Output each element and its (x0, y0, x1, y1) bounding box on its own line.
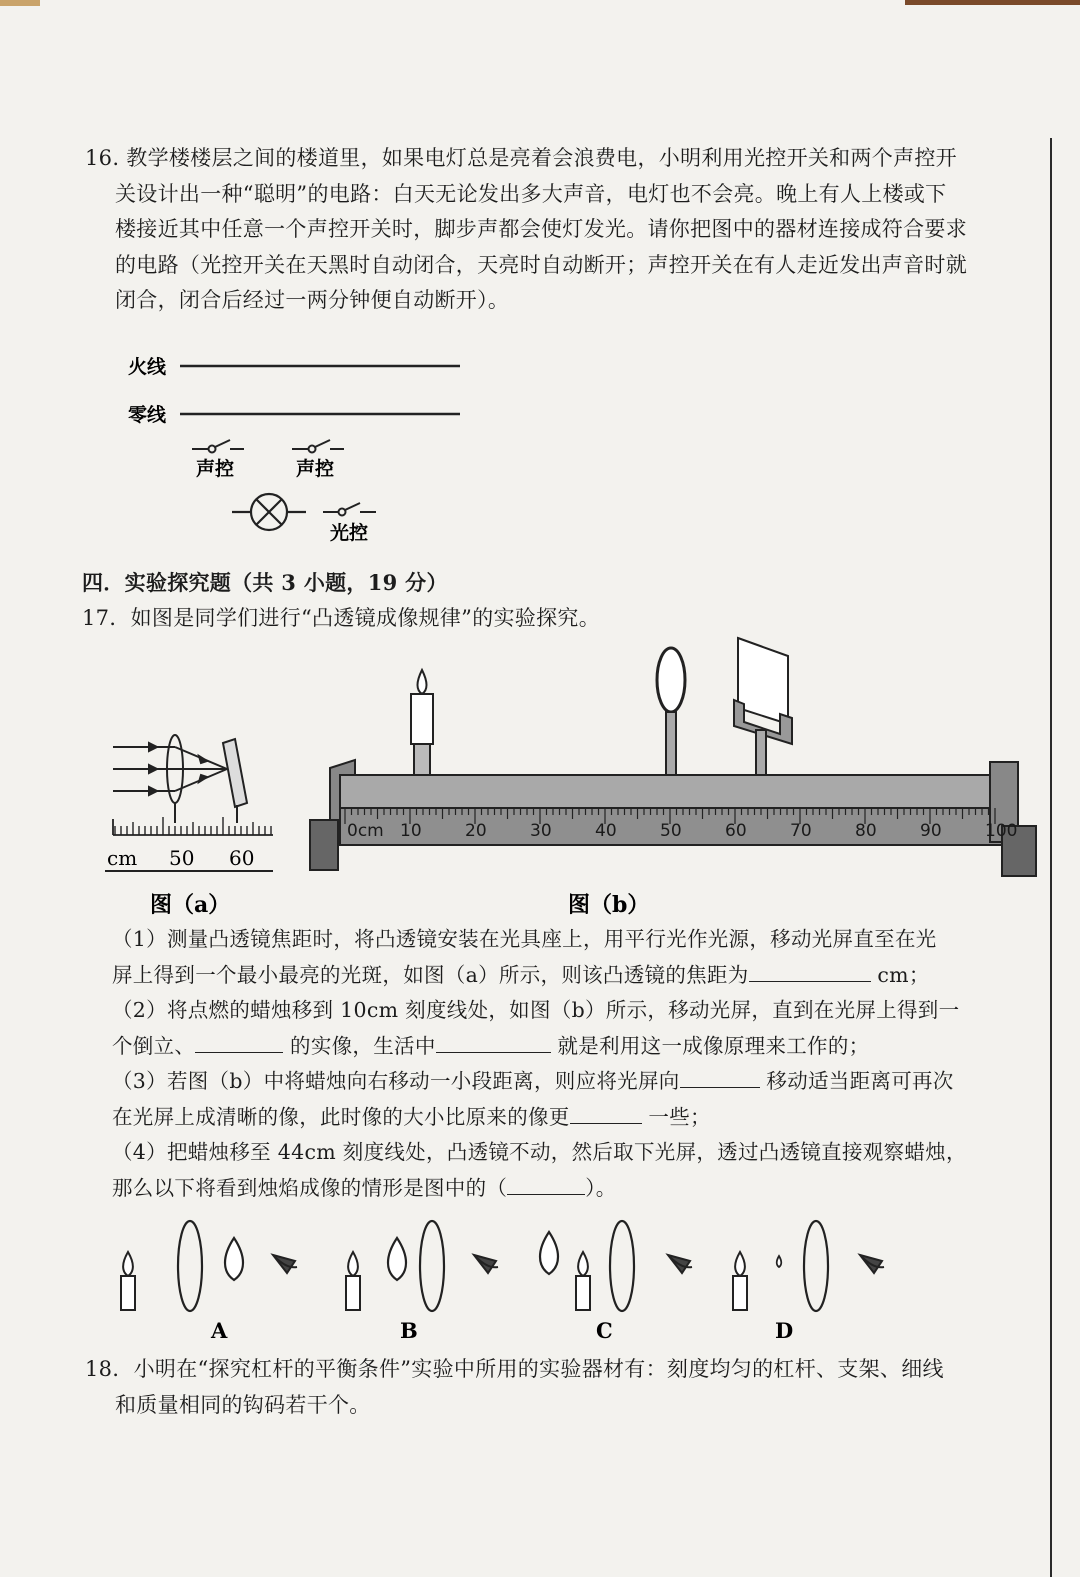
neutral-wire-label: 零线 (128, 404, 167, 426)
q17-intro: 17．如图是同学们进行“凸透镜成像规律”的实验探究。 (82, 606, 600, 630)
scale-label: 80 (855, 821, 877, 841)
scale-label: 20 (465, 821, 487, 841)
answer-options (108, 1210, 908, 1345)
figure-a-caption: 图（a） (150, 892, 231, 918)
q16-line: 的电路（光控开关在天黑时自动闭合，天亮时自动断开；声控开关在有人走近发出声音时就 (115, 252, 967, 277)
scale-label: 10 (400, 821, 422, 841)
p2-line1: （2）将点燃的蜡烛移到 10cm 刻度线处，如图（b）所示，移动光屏，直到在光屏上得到一 (112, 998, 960, 1022)
light-screen (734, 638, 792, 796)
figure-a (105, 705, 285, 920)
scale-label: 100 (985, 821, 1018, 841)
p1-unit: cm； (870, 962, 930, 987)
answer-blank-choice[interactable] (507, 1172, 585, 1195)
p2-part2: 的实像，生活中 (283, 1033, 436, 1058)
p4-line1: （4）把蜡烛移至 44cm 刻度线处，凸透镜不动，然后取下光屏，透过凸透镜直接观察蜡烛， (112, 1140, 967, 1164)
answer-blank-image-change[interactable] (570, 1101, 642, 1124)
p3-part1: （3）若图（b）中将蜡烛向右移动一小段距离，则应将光屏向 (112, 1069, 680, 1093)
p2-part1: 个倒立、 (112, 1033, 196, 1058)
q16-line: 16. 教学楼楼层之间的楼道里，如果电灯总是亮着会浪费电，小明利用光控开关和两个声控开 (85, 146, 957, 170)
p2-part3: 就是利用这一成像原理来工作的； (550, 1033, 870, 1058)
sound-switch-2-label: 声控 (296, 458, 335, 480)
option-label-c: C (596, 1318, 613, 1343)
option-label-d: D (775, 1318, 794, 1343)
scale-label: 50 (660, 821, 682, 841)
p1-line2: 屏上得到一个最小最亮的光斑，如图（a）所示，则该凸透镜的焦距为 (112, 962, 749, 987)
sound-switch-1-label: 声控 (196, 458, 235, 480)
q18-line2: 和质量相同的钩码若干个。 (115, 1392, 371, 1417)
answer-blank-image-size[interactable] (195, 1030, 283, 1053)
ruler-label-60: 60 (229, 846, 255, 870)
scan-edge-mark (0, 0, 40, 6)
scale-label: 30 (530, 821, 552, 841)
option-a[interactable] (121, 1221, 297, 1343)
question-16 (85, 141, 1035, 319)
option-label-a: A (211, 1318, 228, 1343)
p4-part2: ）。 (585, 1175, 617, 1200)
light-switch (323, 503, 376, 516)
p1-line1: （1）测量凸透镜焦距时，将凸透镜安装在光具座上，用平行光作光源，移动光屏直至在光 (112, 927, 937, 951)
page-border (1050, 138, 1052, 1577)
scan-edge-mark (905, 0, 1080, 5)
option-b[interactable] (346, 1221, 498, 1343)
lamp-icon (232, 494, 306, 530)
answer-blank-device[interactable] (436, 1030, 551, 1053)
ruler-unit: cm (107, 846, 138, 870)
scale-label: 0cm (347, 821, 384, 841)
answer-blank-focal-length[interactable] (749, 959, 871, 982)
figure-b (300, 630, 1045, 925)
p3-part4: 一些； (641, 1104, 711, 1129)
figure-b-caption: 图（b） (568, 892, 650, 918)
scale-label: 40 (595, 821, 617, 841)
scale-label: 70 (790, 821, 812, 841)
ruler-ticks (115, 817, 271, 835)
parallel-rays (113, 743, 227, 795)
question-18 (85, 1352, 1035, 1423)
section-heading: 四．实验探究题（共 3 小题，19 分） (82, 570, 448, 595)
option-label-b: B (400, 1318, 418, 1343)
answer-blank-direction[interactable] (680, 1065, 760, 1088)
q16-line: 关设计出一种“聪明”的电路：白天无论发出多大声音，电灯也不会亮。晚上有人上楼或下 (115, 181, 947, 206)
scale-label: 60 (725, 821, 747, 841)
q17-subquestions (112, 922, 1042, 1206)
optical-bench (310, 760, 1036, 876)
q16-line: 楼接近其中任意一个声控开关时，脚步声都会使灯发光。请你把图中的器材连接成符合要求 (115, 217, 967, 241)
p3-part3: 在光屏上成清晰的像，此时像的大小比原来的像更 (112, 1104, 570, 1129)
option-d[interactable] (733, 1221, 884, 1343)
ruler-label-50: 50 (169, 846, 195, 870)
sound-switch-1 (192, 440, 244, 453)
q18-line1: 18．小明在“探究杠杆的平衡条件”实验中所用的实验器材有：刻度均匀的杠杆、支架、细线 (85, 1357, 944, 1381)
light-switch-label: 光控 (330, 522, 369, 544)
circuit-diagram (120, 345, 480, 550)
sound-switch-2 (292, 440, 344, 453)
option-c[interactable] (540, 1221, 692, 1343)
scale-label: 90 (920, 821, 942, 841)
lens-holder (657, 648, 685, 796)
screen (223, 739, 247, 823)
live-wire-label: 火线 (128, 356, 167, 378)
p3-part2: 移动适当距离可再次 (759, 1069, 954, 1093)
q16-line: 闭合，闭合后经过一两分钟便自动断开）。 (115, 288, 510, 312)
p4-part1: 那么以下将看到烛焰成像的情形是图中的（ (112, 1175, 508, 1200)
